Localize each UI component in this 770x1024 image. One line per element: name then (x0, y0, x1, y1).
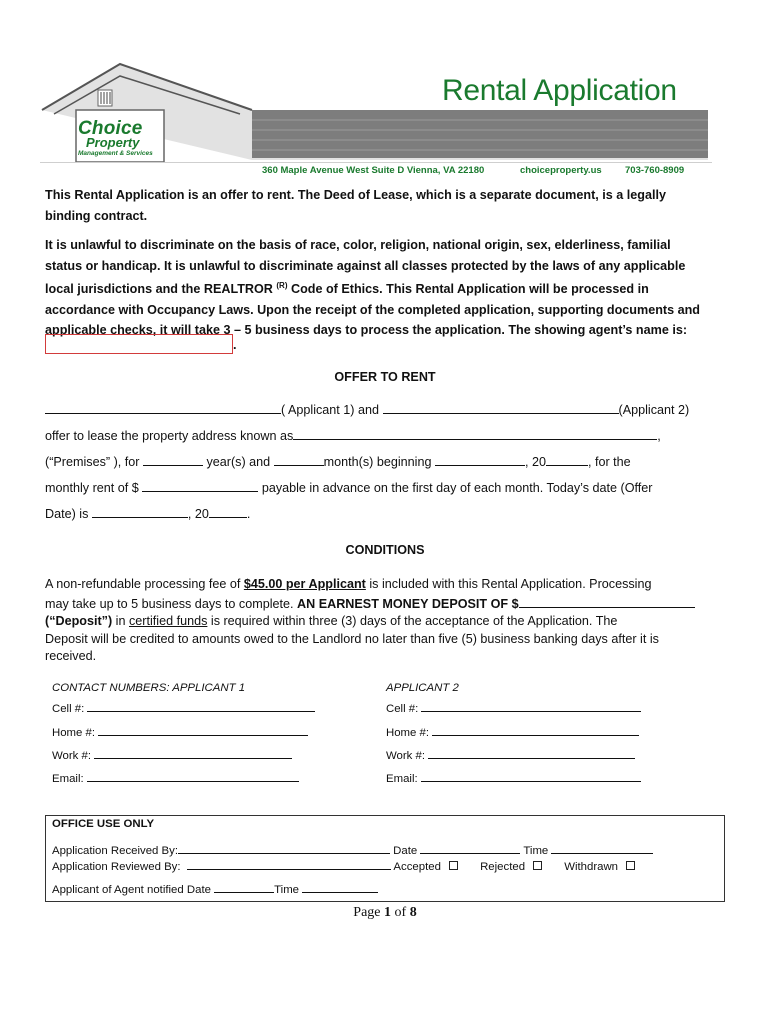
applicant-2-cell: Cell #: (386, 698, 641, 715)
website-link[interactable]: choiceproperty.us (520, 165, 602, 176)
received-by-field[interactable] (178, 840, 390, 854)
showing-agent-name-field[interactable] (45, 334, 233, 354)
applicant-1-cell: Cell #: (52, 698, 315, 715)
conditions-paragraph: A non-refundable processing fee of $45.00 per Applicant is included with this Rental Application. Processing may take up to 5 business days to complete. AN EARNEST MONEY DEPOSIT OF $ (“Deposit”) in certified funds is required within three (3) days of the acceptance of the Application. The Deposit will be credited to amounts owed to the Landlord no later than five (5) business banking days after it is received. (45, 576, 725, 666)
applicant-1-field[interactable] (45, 400, 281, 414)
applicant-1-work: Work #: (52, 745, 292, 762)
applicant-2-contact-heading: APPLICANT 2 (386, 682, 459, 694)
page-title: Rental Application (442, 74, 677, 107)
applicant-1-work-field[interactable] (94, 745, 292, 759)
applicant-2-email: Email: (386, 768, 641, 785)
offer-applicants-line: ( Applicant 1) and (Applicant 2) (45, 400, 735, 421)
months-field[interactable] (274, 452, 324, 466)
monthly-rent-line: monthly rent of $ payable in advance on the first day of each month. Today’s date (Offer (45, 478, 745, 499)
applicant-1-email-field[interactable] (87, 768, 299, 782)
applicant-1-email: Email: (52, 768, 299, 785)
applicant-2-field[interactable] (383, 400, 619, 414)
intro-paragraph-2: It is unlawful to discriminate on the basis of race, color, religion, national origin, sex, elderliness, familial status or handicap. It is unlawful to discriminate against all classes protected by the laws of any applicable local jurisdictions and the REALTROR $^{(R)}$ Code of Ethics. This Rental Application will be processed in accordance with Occupancy Laws. Upon the receipt of the completed application, supporting documents and applicable checks, it will take 3 – 5 business days to process the application. The showing agent’s name is: (45, 238, 700, 338)
applicant-2-work-field[interactable] (428, 745, 635, 759)
page-number: Page 1 of 8 (353, 905, 417, 920)
beginning-year-field[interactable] (546, 452, 588, 466)
offer-year-field[interactable] (209, 504, 247, 518)
lease-term-line: (“Premises” ), for year(s) and month(s) beginning , 20 , for the (45, 452, 735, 473)
applicant-2-email-field[interactable] (421, 768, 641, 782)
intro-paragraph-1: This Rental Application is an offer to rent. The Deed of Lease, which is a separate document, is a legally binding contract. (45, 188, 666, 223)
received-by-line: Application Received By: Date Time (52, 840, 653, 857)
property-address-field[interactable] (293, 426, 657, 440)
received-date-field[interactable] (420, 840, 520, 854)
conditions-heading: CONDITIONS (345, 543, 425, 557)
office-use-heading: OFFICE USE ONLY (52, 818, 155, 830)
applicant-2-work: Work #: (386, 745, 635, 762)
applicant-2-cell-field[interactable] (421, 698, 641, 712)
received-time-field[interactable] (551, 840, 653, 854)
offer-date-field[interactable] (92, 504, 188, 518)
monthly-rent-field[interactable] (142, 478, 258, 492)
property-address-line: offer to lease the property address known as , (45, 426, 735, 447)
applicant-1-home-field[interactable] (98, 722, 308, 736)
applicant-1-cell-field[interactable] (87, 698, 315, 712)
notified-date-field[interactable] (214, 879, 274, 893)
beginning-date-field[interactable] (435, 452, 525, 466)
accepted-checkbox[interactable] (449, 861, 458, 870)
applicant-2-home-field[interactable] (432, 722, 639, 736)
rejected-checkbox[interactable] (533, 861, 542, 870)
notified-time-field[interactable] (302, 879, 378, 893)
applicant-2-home: Home #: (386, 722, 639, 739)
offer-to-rent-heading: OFFER TO RENT (334, 370, 436, 384)
agent-period: . (233, 338, 237, 352)
withdrawn-checkbox[interactable] (626, 861, 635, 870)
applicant-1-home: Home #: (52, 722, 308, 739)
logo-management-text: Management & Services (78, 150, 153, 157)
notified-line: Applicant of Agent notified Date Time (52, 879, 378, 896)
offer-date-line: Date) is , 20 . (45, 504, 735, 525)
earnest-deposit-field[interactable] (519, 594, 695, 608)
logo-choice-text: Choice (78, 118, 143, 139)
applicant-1-contact-heading: CONTACT NUMBERS: APPLICANT 1 (52, 682, 246, 694)
reviewed-by-line: Application Reviewed By: Accepted Rejected Withdrawn (52, 856, 635, 873)
processing-fee: $45.00 per Applicant (243, 577, 366, 591)
reviewed-by-field[interactable] (187, 856, 391, 870)
office-phone: 703-760-8909 (625, 165, 685, 176)
logo-property-text: Property (86, 135, 140, 150)
office-address: 360 Maple Avenue West Suite D Vienna, VA 22180 (262, 165, 485, 176)
years-field[interactable] (143, 452, 203, 466)
